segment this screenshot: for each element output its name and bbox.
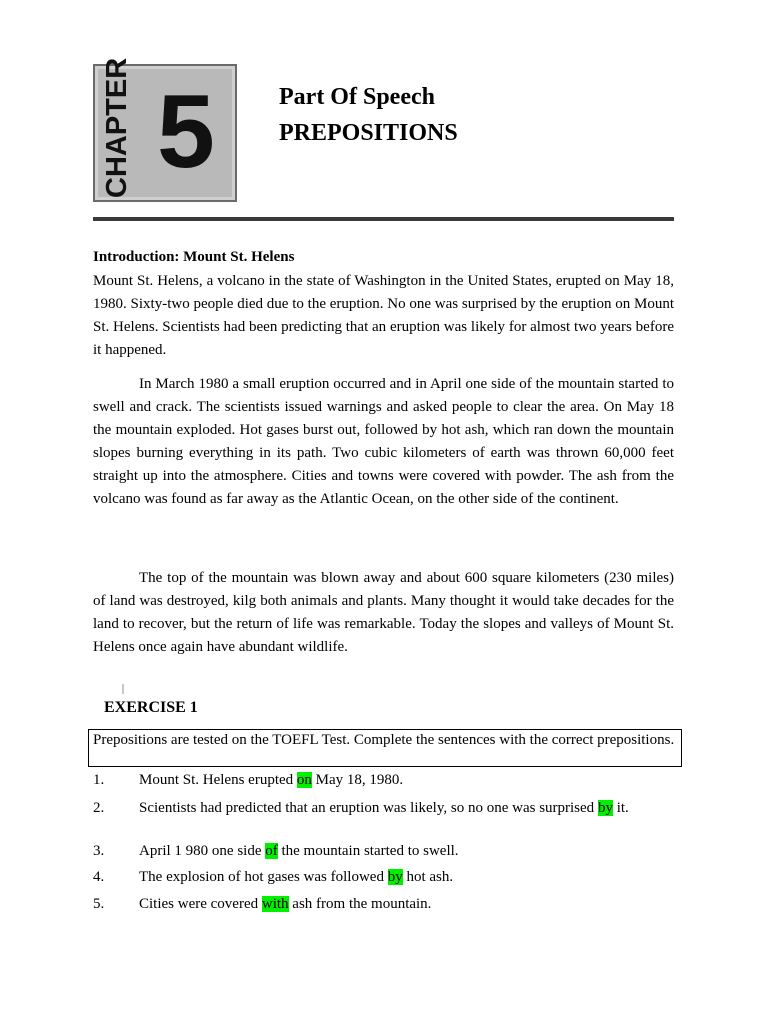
intro-heading: Introduction: Mount St. Helens: [93, 249, 295, 265]
exercise-item-number: 1.: [93, 772, 105, 788]
exercise-item-text: [139, 843, 674, 860]
scan-mark: [122, 684, 124, 694]
chapter-number: 5: [157, 74, 215, 190]
intro-paragraph-3: The top of the mountain was blown away and about 600 square kilometers (230 miles) of land was destroyed, kilg both animals and plants. Many thought it would take decades for the land to recover, but the return of life was remarkable. Today the slopes and valleys of Mount St. Helens once again have abundant wildlife.: [93, 570, 674, 655]
sentence-after: hot ash.: [402, 869, 454, 885]
exercise-item-text: [139, 896, 674, 913]
intro-paragraph-2: In March 1980 a small eruption occurred and in April one side of the mountain started to swell and crack. The scientists issued warnings and asked people to clear the area. On May 18 the mountain exploded. Hot gases burst out, followed by hot ash, which ran down the mountain slopes burning everything in its path. Two cubic kilometers of earth was thrown 60,000 feet straight up into the atmosphere. Cities and towns were covered with powder. The ash from the volcano was found as far away as the Atlantic Ocean, on the other side of the continent.: [93, 376, 674, 507]
answer-highlight: with: [261, 896, 289, 912]
exercise-item-text: [139, 869, 674, 886]
intro-paragraph-1: Mount St. Helens, a volcano in the state of Washington in the United States, erupted on May 18, 1980. Sixty-two people died due to the eruption. No one was surprised by the eruption on Mount St. Helens. Scientists had been predicting that an eruption was likely for almost two years before it happened.: [93, 273, 674, 358]
exercise-heading: EXERCISE 1: [104, 699, 198, 716]
sentence-after: May 18, 1980.: [311, 772, 404, 788]
chapter-label: CHAPTER: [101, 57, 133, 198]
header-divider: [93, 217, 674, 221]
answer-highlight: by: [387, 869, 403, 885]
sentence-before: Scientists had predicted that an eruption was likely, so no one was surprised: [139, 800, 598, 816]
exercise-item-text: [139, 772, 674, 789]
answer-highlight: by: [597, 800, 613, 816]
chapter-badge: [93, 57, 237, 202]
exercise-instructions: Prepositions are tested on the TOEFL Test. Complete the sentences with the correct prepositions.: [88, 729, 682, 767]
sentence-after: ash from the mountain.: [288, 896, 432, 912]
exercise-item-number: 2.: [93, 800, 105, 816]
exercise-item-number: 4.: [93, 869, 105, 885]
answer-highlight: on: [296, 772, 312, 788]
sentence-after: the mountain started to swell.: [277, 843, 459, 859]
sentence-before: Cities were covered: [139, 896, 262, 912]
exercise-item-number: 3.: [93, 843, 105, 859]
page-title-subject: Part Of Speech: [279, 84, 435, 110]
sentence-after: it.: [612, 800, 629, 816]
exercise-item-number: 5.: [93, 896, 105, 912]
sentence-before: April 1 980 one side: [139, 843, 266, 859]
sentence-before: Mount St. Helens erupted: [139, 772, 297, 788]
answer-highlight: of: [265, 843, 278, 859]
sentence-before: The explosion of hot gases was followed: [139, 869, 388, 885]
exercise-item-text: [139, 800, 674, 817]
page-title-topic: PREPOSITIONS: [279, 120, 458, 146]
